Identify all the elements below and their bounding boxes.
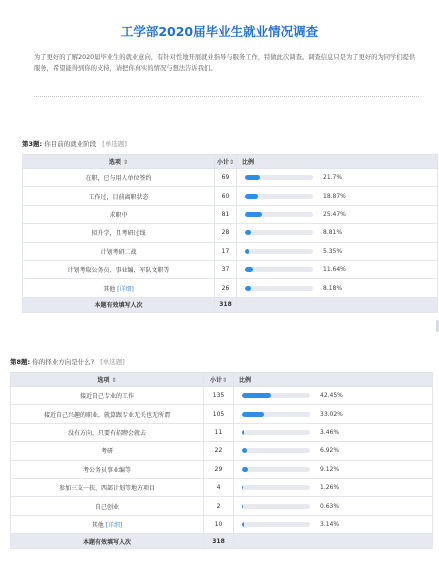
option-label: 拟升学，且考研过线 <box>91 230 146 238</box>
option-label: 求职中 <box>109 211 128 219</box>
percent-label: 3.46% <box>320 428 340 436</box>
progress-fill <box>242 485 243 490</box>
table-row <box>23 260 438 278</box>
total-count: 318 <box>204 534 234 549</box>
count-cell: 81 <box>215 205 237 223</box>
ratio-cell <box>237 187 438 205</box>
option-cell <box>11 460 204 478</box>
count-cell: 4 <box>204 478 234 496</box>
total-ratio-cell <box>237 297 438 312</box>
table-row <box>11 478 433 496</box>
q8-header <box>10 357 125 366</box>
option-label: 自己创业 <box>94 503 119 511</box>
option-cell <box>23 242 215 260</box>
progress-fill <box>242 448 247 453</box>
ratio-cell <box>234 442 433 460</box>
option-cell <box>11 515 204 533</box>
q8-text: 你的择业方向是什么? <box>32 358 95 366</box>
progress-bar <box>245 175 313 180</box>
progress-bar <box>242 430 310 435</box>
survey-title: 工学部2020届毕业生就业情况调查 <box>120 24 319 39</box>
q8-table <box>10 372 433 549</box>
progress-bar <box>242 467 310 472</box>
progress-bar <box>242 412 310 417</box>
count-cell: 10 <box>204 515 234 533</box>
count-cell: 22 <box>204 442 234 460</box>
table-row <box>11 405 433 423</box>
q3-rows <box>23 169 438 313</box>
percent-label: 11.64% <box>323 266 346 274</box>
total-count: 318 <box>215 297 237 312</box>
count-cell: 11 <box>204 423 234 441</box>
ratio-cell <box>234 497 433 515</box>
q3-text: 你目前的就业阶段 <box>44 140 97 148</box>
q3-header <box>22 139 127 148</box>
column-count-header[interactable]: 小计⇕ <box>204 373 234 387</box>
total-label: 本题有效填写人次 <box>23 297 215 312</box>
ratio-cell <box>234 423 433 441</box>
total-row <box>23 297 438 312</box>
progress-bar <box>245 286 313 291</box>
progress-bar <box>245 267 313 272</box>
count-cell: 26 <box>215 279 237 297</box>
percent-label: 33.02% <box>320 410 343 418</box>
progress-bar <box>242 522 310 527</box>
option-label: 工作过，目前离职状态 <box>88 193 149 201</box>
count-cell: 105 <box>204 405 234 423</box>
sort-icon[interactable]: ⇕ <box>221 377 228 384</box>
progress-bar <box>242 448 310 453</box>
ratio-cell <box>234 515 433 533</box>
count-cell: 60 <box>215 187 237 205</box>
option-label: 接近自己兴趣的职业，就算跟专业无关也无所谓 <box>43 411 170 419</box>
progress-fill <box>242 430 244 435</box>
ratio-cell <box>234 405 433 423</box>
table-row <box>23 279 438 297</box>
count-cell: 69 <box>215 169 237 187</box>
count-cell: 28 <box>215 224 237 242</box>
progress-fill <box>245 249 249 254</box>
option-cell <box>23 205 215 223</box>
total-ratio-cell <box>234 534 433 549</box>
progress-fill <box>245 194 258 199</box>
option-cell <box>23 169 215 187</box>
percent-label: 18.87% <box>323 192 346 200</box>
column-option-header[interactable]: 选项 ⇕ <box>23 155 215 169</box>
percent-label: 8.18% <box>323 284 343 292</box>
q8-type: [单选题] <box>100 358 125 366</box>
table-row <box>23 205 438 223</box>
count-cell: 2 <box>204 497 234 515</box>
count-cell: 29 <box>204 460 234 478</box>
option-label: 考研 <box>100 448 113 456</box>
count-cell: 37 <box>215 260 237 278</box>
ratio-cell <box>234 460 433 478</box>
table-row <box>11 497 433 515</box>
option-label: 计划考研二战 <box>100 248 137 256</box>
option-cell <box>11 387 204 405</box>
percent-label: 8.81% <box>323 229 343 237</box>
percent-label: 9.12% <box>320 465 340 473</box>
table-row <box>23 242 438 260</box>
progress-fill <box>242 467 248 472</box>
ratio-cell <box>234 478 433 496</box>
q3-number: 第3题: <box>22 140 43 148</box>
option-label: 在职，已与用人单位签约 <box>85 175 152 183</box>
progress-bar <box>245 194 313 199</box>
percent-label: 5.35% <box>323 247 343 255</box>
option-cell <box>11 442 204 460</box>
option-cell <box>23 279 215 297</box>
option-label: 没有方向，只要有招聘会就去 <box>67 429 146 437</box>
option-label: 参加三支一扶、西部计划等地方项目 <box>58 485 155 493</box>
option-cell <box>23 224 215 242</box>
sort-icon[interactable]: ⇕ <box>123 159 129 166</box>
sort-icon[interactable]: ⇕ <box>111 377 117 384</box>
ratio-cell <box>237 224 438 242</box>
percent-label: 21.7% <box>323 174 343 182</box>
progress-bar <box>242 504 310 509</box>
progress-bar <box>242 393 310 398</box>
percent-label: 25.47% <box>323 210 346 218</box>
total-row <box>11 534 433 549</box>
detail-link[interactable]: [详细] <box>105 521 123 529</box>
ratio-cell <box>237 260 438 278</box>
percent-label: 3.14% <box>320 520 340 528</box>
table-row <box>23 224 438 242</box>
column-count-header[interactable]: 小计⇕ <box>215 155 237 169</box>
option-cell <box>11 405 204 423</box>
count-cell: 17 <box>215 242 237 260</box>
percent-label: 42.45% <box>320 392 343 400</box>
option-label: 考公务员事业编等 <box>82 466 131 474</box>
table-row <box>23 187 438 205</box>
percent-label: 1.26% <box>320 484 340 492</box>
option-cell <box>11 423 204 441</box>
option-label: 接近自己专业的工作 <box>79 393 134 401</box>
progress-fill <box>245 230 251 235</box>
option-cell <box>11 478 204 496</box>
sort-icon[interactable]: ⇕ <box>228 159 235 166</box>
table-row <box>11 423 433 441</box>
ratio-cell <box>237 169 438 187</box>
q8-number: 第8题: <box>10 358 31 366</box>
option-cell <box>23 187 215 205</box>
progress-fill <box>242 412 264 417</box>
progress-bar <box>242 485 310 490</box>
progress-fill <box>242 522 244 527</box>
q8-rows <box>11 387 433 549</box>
progress-fill <box>245 212 262 217</box>
ratio-cell <box>237 205 438 223</box>
progress-bar <box>245 212 313 217</box>
detail-link[interactable]: [详细] <box>117 285 134 293</box>
option-label: 其他 <box>91 521 104 529</box>
column-ratio-header: 比例 <box>234 373 433 387</box>
table-row <box>11 387 433 405</box>
progress-bar <box>245 230 313 235</box>
percent-label: 0.63% <box>320 502 340 510</box>
survey-intro: 为了更好的了解2020届毕业生的就业意向，有针对性地开展就业指导与服务工作，特做此次调查。调查信息只是为了更好的为同学们提供服务，希望能得到你的支持，请把你真实的情况与想法告诉我们。 <box>34 54 416 72</box>
option-cell <box>23 260 215 278</box>
option-label: 其他 <box>103 285 116 293</box>
progress-bar <box>245 249 313 254</box>
total-label: 本题有效填写人次 <box>11 534 204 549</box>
divider <box>34 96 419 97</box>
column-option-header[interactable]: 选项 ⇕ <box>11 373 204 387</box>
table-row <box>11 515 433 533</box>
q3-table <box>22 154 438 313</box>
progress-fill <box>245 175 260 180</box>
progress-fill <box>245 267 253 272</box>
ratio-cell <box>237 279 438 297</box>
column-ratio-header: 比例 <box>237 155 438 169</box>
ratio-cell <box>237 242 438 260</box>
progress-fill <box>245 286 251 291</box>
q3-type: [单选题] <box>102 140 127 148</box>
option-cell <box>11 497 204 515</box>
percent-label: 6.92% <box>320 447 340 455</box>
option-label: 计划考取公务员、事业编、军队文职等 <box>67 267 170 275</box>
count-cell: 135 <box>204 387 234 405</box>
progress-fill <box>242 393 271 398</box>
table-row <box>11 460 433 478</box>
ratio-cell <box>234 387 433 405</box>
table-row <box>23 169 438 187</box>
table-row <box>11 442 433 460</box>
